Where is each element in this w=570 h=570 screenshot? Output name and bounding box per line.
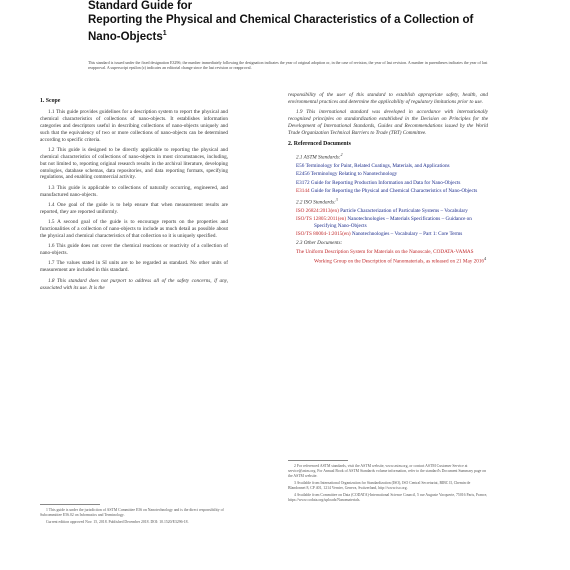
- scope-para: 1.3 This guide is applicable to collections of naturally occurring, engineered, and manufactured nano-objects.: [40, 184, 228, 198]
- reference-item[interactable]: E3144 Guide for Reporting the Physical and Chemical Characteristics of Nano-Objects: [296, 187, 478, 194]
- scope-para: 1.2 This guide is designed to be directly applicable to reporting the physical and chemical characteristics of collections of nano-objects in most circumstances, including, but not limited to, reporting original research results in the archival literature, developing ontologies, database schemas, data repositories, and data reporting formats, specifying regulations, and enabling commercial activity.: [40, 146, 228, 181]
- scope-para: 1.1 This guide provides guidelines for a description system to report the physical and chemical characteristics of collections of nano-objects. It establishes information categories and descriptors useful in describing collections of nano-objects uniquely and such that the equivalency of two or more collections of nano-objects can be determined according to specific criteria.: [40, 108, 228, 143]
- footnotes-left: [40, 508, 228, 527]
- iso-subheading: 2.2 ISO Standards:$^3$: [296, 196, 338, 206]
- designation-notice: This standard is issued under the fixed designation E3296; the number immediately following the designation indicates the year of original adoption or, in the case of revision, the year of last revision. A number in parentheses indicates the year of last reapproval. A superscript epsilon (ε) indicates an editorial change since the last revision or reapproval.: [88, 60, 488, 71]
- footnote: 2 For referenced ASTM standards, visit the ASTM website, www.astm.org, or contact ASTM Customer Service at service@astm.org. For Annual Book of ASTM Standards volume information, refer to the standard's Document Summary page on the ASTM website.: [288, 464, 487, 478]
- document-title: Reporting the Physical and Chemical Characteristics of a Collection of Nano-Objects$^1$: [88, 14, 474, 43]
- footnote-rule: [40, 504, 100, 505]
- safety-para: 1.8 This standard does not purport to address all of the safety concerns, if any, associated with its use. It is the: [40, 277, 228, 291]
- scope-heading: 1. Scope: [40, 98, 61, 104]
- reference-item[interactable]: ISO/TS 12805:2011(en) Nanotechnologies – Materials Specifications – Guidance on Specifying Nano-Objects: [296, 216, 472, 230]
- reference-item[interactable]: E56 Terminology for Paint, Related Coatings, Materials, and Applications: [296, 163, 450, 170]
- right-column: [288, 92, 488, 267]
- footnotes-right: [288, 464, 488, 505]
- scope-para: 1.6 This guide does not cover the chemical reactions or reactivity of a collection of nano-objects.: [40, 243, 228, 257]
- footnote-rule: [288, 460, 348, 461]
- referenced-documents: [288, 141, 488, 266]
- doc-type: Standard Guide for: [88, 0, 193, 12]
- reference-item[interactable]: ISO/TS 80004-1:2015(en) Nanotechnologies – Vocabulary – Part 1: Core Terms: [296, 231, 463, 238]
- references-heading: 2. Referenced Documents: [288, 140, 351, 147]
- title-block: [88, 0, 488, 44]
- safety-para-continued: responsibility of the user of this standard to establish appropriate safety, health, and environmental practices and determine the applicability of regulatory limitations prior to use.: [288, 92, 488, 105]
- footnote: 1 This guide is under the jurisdiction of ASTM Committee E56 on Nanotechnology and is the direct responsibility of Subcommittee E56.02 on Informatics and Terminology.: [40, 508, 224, 517]
- reference-item[interactable]: E2456 Terminology Relating to Nanotechnology: [296, 171, 398, 178]
- reference-item[interactable]: E3172 Guide for Reporting Production Information and Data for Nano-Objects: [296, 179, 461, 186]
- astm-subheading: 2.1 ASTM Standards:$^2$: [296, 151, 343, 161]
- scope-para: 1.4 One goal of the guide is to help ensure that when measurement results are reported, they are reported uniformly.: [40, 201, 228, 215]
- scope-para: 1.5 A second goal of the guide is to encourage reports on the properties and functionalities of a collection of nano-objects to include as much detail as possible about the physical and chemical characteristics of that collection so it is uniquely specified.: [40, 219, 228, 239]
- left-column: [40, 98, 228, 295]
- scope-para: 1.7 The values stated in SI units are to be regarded as standard. No other units of measurement are included in this standard.: [40, 260, 228, 274]
- title-footnote-marker: 1: [162, 30, 167, 37]
- other-subheading: 2.3 Other Documents:: [296, 240, 343, 247]
- footnote: 3 Available from International Organization for Standardization (ISO), ISO Central Secretariat, BIBC II, Chemin de Blandonnet 8, CP 401, 1214 Vernier, Geneva, Switzerland, http://www.iso.org.: [288, 481, 471, 490]
- trade-para: 1.9 This international standard was developed in accordance with internationally recognized principles on standardization established in the Decision on Principles for the Development of International Standards, Guides and Recommendations issued by the World Trade Organization Technical Barriers to Trade (TBT) Committee.: [288, 109, 488, 136]
- footnote: Current edition approved Nov. 15, 2018. Published December 2018. DOI: 10.1520/E3296-18.: [46, 520, 189, 524]
- reference-item[interactable]: The Uniform Description System for Materials on the Nanoscale, CODATA-VAMAS Working Group on the Description of Nanomaterials, as released on 21 May 2016$^4$: [296, 249, 487, 265]
- footnote: 4 Available from Committee on Data (CODATA)-International Science Council, 5 rue Auguste Vacquerie, 75016 Paris, France, https://www.codata.org/uploads/Nanomaterials.: [288, 493, 488, 502]
- reference-item[interactable]: ISO 26824:2013(en) Particle Characterization of Particulate Systems – Vocabulary: [296, 208, 468, 215]
